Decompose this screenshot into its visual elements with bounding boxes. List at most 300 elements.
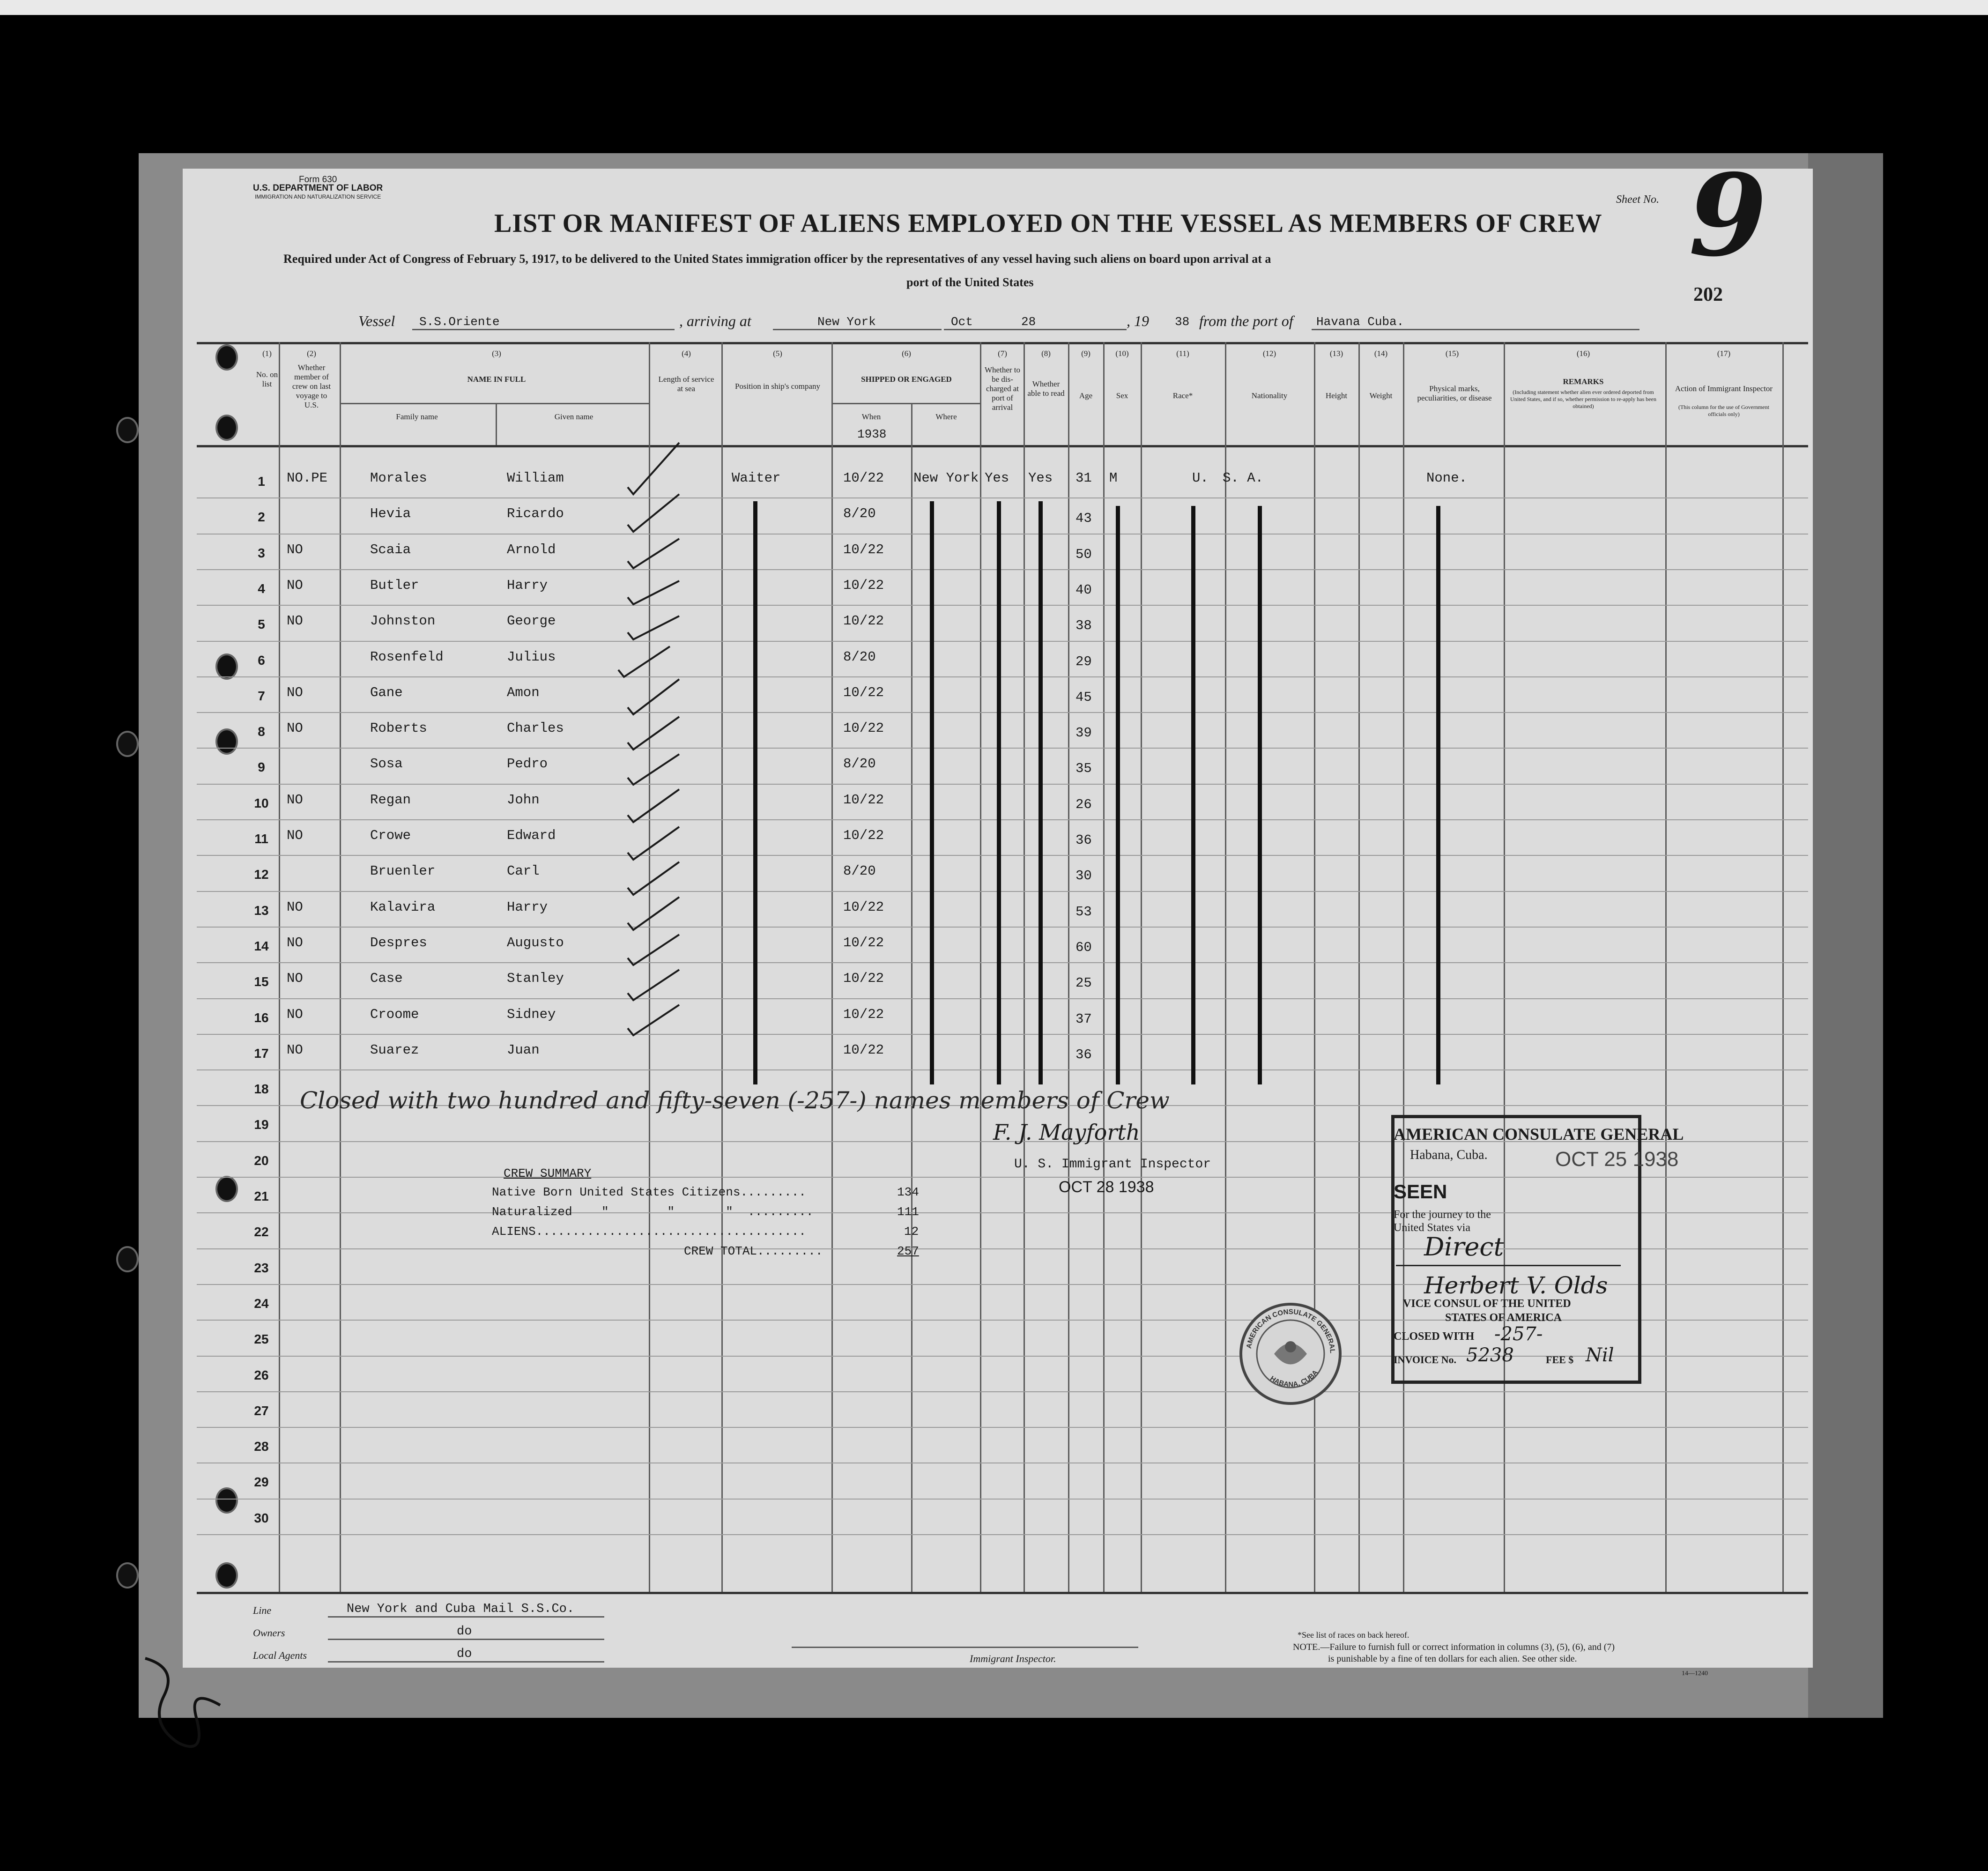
column-rule [1141,342,1142,1593]
col-num-14: (14) [1374,349,1388,358]
from-port-label: from the port of [1199,312,1293,329]
seal-text: AMERICAN CONSULATE GENERAL [1245,1307,1337,1354]
row-rule [197,1534,1808,1535]
cell-age: 25 [1076,975,1092,991]
cell-family: Bruenler [370,863,436,879]
row-number: 18 [254,1082,269,1096]
journey-via: Direct [1424,1232,1504,1262]
cell-prior: NO [287,899,303,915]
cell-when: 10/22 [843,470,884,486]
row-rule [197,784,1808,785]
cell-age: 36 [1076,1047,1092,1062]
row-number: 5 [258,617,265,631]
ditto-line-nationality [1258,506,1262,1084]
cell-discharged: Yes [985,470,1009,486]
cell-when: 10/22 [843,971,884,986]
cell-age: 29 [1076,654,1092,669]
cell-when: 10/22 [843,720,884,736]
cell-prior: NO [287,935,303,950]
summary-native-value: 134 [897,1185,919,1199]
fee-label: FEE $ [1546,1354,1574,1366]
cell-given: Stanley [507,971,564,986]
row-rule [197,676,1808,677]
year-suffix: 38 [1175,315,1190,329]
manifest-subtitle: Required under Act of Congress of February 5, 1917, to be delivered to the United States immigration officer by the representatives of any vessel having such aliens on board upon arrival at a [283,252,1271,266]
row-number: 6 [258,653,265,668]
cell-family: Morales [370,470,427,486]
year-prefix: , 19 [1127,312,1149,329]
from-port-underline [1312,329,1639,330]
cell-given: Amon [507,685,540,700]
column-rule [1225,342,1226,1593]
check-mark [628,494,679,532]
column-rule [1103,342,1105,1593]
check-mark [628,679,679,714]
cell-nationality: S. A. [1223,470,1264,486]
vice-consul-title: VICE CONSUL OF THE UNITED [1403,1298,1571,1310]
vessel-label: Vessel [358,312,395,329]
margin-scribble [136,1640,239,1761]
check-mark [628,789,679,822]
cell-family: Case [370,971,403,986]
col-num-15: (15) [1445,349,1459,358]
footer-agents-value: do [457,1647,472,1661]
row-number: 14 [254,939,269,953]
fee-value: Nil [1586,1344,1614,1366]
row-number: 19 [254,1117,269,1132]
header-physical: Physical marks, peculiarities, or disease [1417,384,1492,402]
stamp-number: 202 [1693,284,1723,305]
row-number: 13 [254,903,269,918]
check-mark [628,443,679,494]
row-number: 9 [258,760,265,774]
col-num-1: (1) [262,349,272,358]
consulate-date: OCT 25 1938 [1555,1148,1679,1171]
check-mark [628,616,679,639]
check-mark [628,717,679,750]
row-number: 17 [254,1046,269,1061]
table-header-border [197,445,1808,447]
cell-given: Carl [507,863,540,879]
cell-family: Regan [370,792,411,808]
header-discharged: Whether to be dis-charged at port of arrival [985,365,1020,412]
vice-consul-signature: Herbert V. Olds [1424,1272,1608,1299]
footer-line-underline [328,1616,604,1618]
row-number: 30 [254,1511,269,1525]
header-position: Position in ship's company [734,382,821,391]
invoice-label: INVOICE No. [1394,1354,1457,1366]
row-number: 8 [258,724,265,739]
binder-hole [215,344,238,371]
cell-when: 10/22 [843,935,884,950]
date-underline [944,329,1127,330]
row-rule [197,1391,1808,1392]
header-action-note: (This column for the use of Government officials only) [1678,404,1769,417]
consulate-seal [1237,1300,1344,1408]
arrival-port: New York [817,315,876,329]
cell-family: Croome [370,1007,419,1022]
cell-age: 38 [1076,618,1092,633]
scan-border [0,0,1988,15]
col-num-2: (2) [307,349,316,358]
header-whether-member: Whether member of crew on last voyage to U.S. [292,363,331,409]
backing-board-edge [1808,153,1883,1718]
row-number: 25 [254,1332,269,1346]
inspector-sign-line [792,1647,1138,1648]
header-height: Height [1325,391,1348,400]
column-rule [980,342,981,1593]
invoice-number: 5238 [1466,1344,1514,1366]
ditto-line-discharged [997,501,1001,1084]
cell-family: Suarez [370,1042,419,1058]
cell-age: 53 [1076,904,1092,920]
row-number: 2 [258,510,265,524]
cell-given: Arnold [507,542,556,557]
row-number: 29 [254,1475,269,1489]
cell-when: 8/20 [843,863,876,879]
row-number: 3 [258,546,265,560]
header-remarks: REMARKS [1563,377,1604,386]
cell-age: 30 [1076,868,1092,884]
row-rule [197,497,1808,498]
header-action: Action of Immigrant Inspector [1675,384,1773,393]
binder-hole [116,731,139,757]
footer-print-code: 14—1240 [1682,1670,1708,1677]
cell-prior: NO [287,792,303,808]
col-num-6: (6) [902,349,911,358]
cell-age: 31 [1076,470,1092,486]
cell-given: Augusto [507,935,564,950]
cell-prior: NO [287,542,303,557]
row-rule [197,605,1808,606]
row-rule [197,1499,1808,1500]
binder-hole [215,1487,238,1514]
footer-races-note: *See list of races on back hereof. [1298,1630,1409,1640]
cell-given: John [507,792,540,808]
row-number: 22 [254,1225,269,1239]
cell-where: New York [913,470,979,486]
row-rule [197,748,1808,749]
cell-family: Kalavira [370,899,436,915]
cell-given: Charles [507,720,564,736]
form-number: Form 630 [298,175,337,185]
ditto-line-position [753,501,757,1084]
arrival-day: 28 [1021,315,1036,329]
cell-age: 60 [1076,940,1092,955]
col-num-8: (8) [1041,349,1051,358]
header-age: Age [1079,391,1093,400]
cell-family: Sosa [370,756,403,772]
cell-age: 45 [1076,690,1092,705]
summary-aliens: ALIENS..................................... [492,1225,806,1239]
manifest-subtitle-2: port of the United States [906,275,1034,289]
shipped-subheader-rule [831,403,980,404]
cell-when: 10/22 [843,828,884,843]
cell-age: 50 [1076,547,1092,562]
row-number: 15 [254,974,269,989]
header-given-name: Given name [554,412,593,421]
cell-physical: None. [1426,470,1468,486]
journey-label: For the journey to the [1394,1209,1491,1221]
seen-stamp: SEEN [1394,1181,1447,1203]
ditto-line-where [930,501,934,1084]
cell-given: William [507,470,564,486]
cell-given: Ricardo [507,506,564,521]
cell-prior: NO [287,685,303,700]
closed-with-value: -257- [1494,1323,1543,1345]
binder-hole [215,653,238,680]
binder-hole [215,1176,238,1202]
cell-family: Crowe [370,828,411,843]
binder-hole [116,417,139,443]
summary-total-value: 257 [897,1244,919,1258]
seal-city: HABANA, CUBA [1268,1368,1320,1389]
shipped-year: 1938 [857,427,887,441]
name-subheader-rule [340,403,649,404]
cell-prior: NO [287,720,303,736]
footer-agents-label: Local Agents [253,1649,307,1661]
row-number: 10 [254,796,269,810]
ditto-line-race [1191,506,1195,1084]
cell-given: Edward [507,828,556,843]
footer-line-label: Line [253,1604,272,1616]
cell-when: 10/22 [843,542,884,557]
cell-family: Hevia [370,506,411,521]
row-number: 4 [258,581,265,596]
row-rule [197,641,1808,642]
row-number: 16 [254,1010,269,1025]
cell-when: 10/22 [843,1042,884,1058]
footer-owners-underline [328,1639,604,1640]
binder-hole [116,1562,139,1589]
col-num-13: (13) [1329,349,1343,358]
row-rule [197,855,1808,856]
row-number: 28 [254,1439,269,1454]
binder-hole [215,415,238,441]
row-number: 20 [254,1153,269,1168]
row-number: 21 [254,1189,269,1203]
row-rule [197,819,1808,820]
col-num-10: (10) [1115,349,1129,358]
row-rule [197,962,1808,963]
summary-aliens-value: 12 [904,1225,919,1239]
cell-when: 10/22 [843,792,884,808]
cell-when: 8/20 [843,649,876,665]
binder-hole [116,1246,139,1272]
cell-prior: NO [287,1007,303,1022]
cell-age: 43 [1076,511,1092,526]
header-name-in-full: NAME IN FULL [467,375,526,384]
summary-naturalized: Naturalized " " " ......... [492,1205,814,1219]
cell-position: Waiter [732,470,781,486]
vessel-name: S.S.Oriente [419,315,500,329]
cell-family: Rosenfeld [370,649,444,665]
row-rule [197,1034,1808,1035]
cell-given: Julius [507,649,556,665]
col-num-11: (11) [1176,349,1189,358]
row-rule [197,569,1808,570]
column-rule [279,342,280,1593]
vice-consul-title-2: STATES OF AMERICA [1445,1312,1562,1324]
footer-note-1: NOTE.—Failure to furnish full or correct information in columns (3), (5), (6), and (7) [1293,1642,1615,1652]
column-rule [1504,342,1505,1593]
manifest-title: LIST OR MANIFEST OF ALIENS EMPLOYED ON THE VESSEL AS MEMBERS OF CREW [494,209,1602,238]
cell-age: 26 [1076,797,1092,812]
footer-note-2: is punishable by a fine of ten dollars for each alien. See other side. [1328,1654,1577,1664]
cell-age: 40 [1076,582,1092,598]
binder-hole [215,728,238,755]
header-length-service: Length of service at sea [658,375,714,393]
row-rule [197,927,1808,928]
summary-naturalized-value: 111 [897,1205,919,1219]
service-name: IMMIGRATION AND NATURALIZATION SERVICE [255,193,381,200]
col-num-5: (5) [773,349,782,358]
column-rule [340,342,341,1593]
cell-family: Johnston [370,613,436,629]
inspector-date-stamp: OCT 28 1938 [1059,1178,1154,1196]
check-mark [628,970,679,1000]
department-name: U.S. DEPARTMENT OF LABOR [253,183,383,193]
header-race: Race* [1172,391,1193,400]
row-rule [197,1427,1808,1428]
footer-owners-label: Owners [253,1627,285,1639]
column-rule [1068,342,1069,1593]
cell-when: 8/20 [843,506,876,521]
via-underline [1396,1265,1621,1266]
cell-when: 10/22 [843,613,884,629]
header-family-name: Family name [396,412,438,421]
summary-heading: CREW SUMMARY [504,1166,592,1181]
footer-owners-value: do [457,1625,472,1639]
row-rule [197,534,1808,535]
cell-prior: NO [287,578,303,593]
column-rule [911,403,912,1593]
from-port: Havana Cuba. [1316,315,1404,329]
cell-when: 10/22 [843,578,884,593]
cell-family: Roberts [370,720,427,736]
table-top-border [197,342,1808,344]
cell-when: 10/22 [843,899,884,915]
check-mark [628,581,679,604]
table-bottom-border [197,1592,1808,1594]
header-remarks-note: (Including statement whether alien ever ordered deported from United States, and if so, whether permission to re-apply has been obtained) [1510,389,1656,409]
cell-family: Butler [370,578,419,593]
arriving-label: , arriving at [679,312,751,329]
cell-sex: M [1109,470,1118,486]
row-number: 26 [254,1368,269,1382]
col-num-3: (3) [492,349,501,358]
cell-prior: NO [287,828,303,843]
cell-given: Sidney [507,1007,556,1022]
row-rule [197,998,1808,999]
row-number: 7 [258,689,265,703]
column-rule [1782,342,1784,1593]
col-num-16: (16) [1576,349,1590,358]
cell-given: Harry [507,899,548,915]
col-num-7: (7) [998,349,1007,358]
column-rule [1358,342,1360,1593]
cell-age: 37 [1076,1011,1092,1027]
cell-when: 8/20 [843,756,876,772]
row-rule [197,712,1808,713]
ditto-line-read [1039,501,1043,1084]
inspector-title: U. S. Immigrant Inspector [1014,1157,1211,1172]
footer-agents-underline [328,1661,604,1663]
header-where: Where [935,412,957,421]
header-sex: Sex [1116,391,1128,400]
column-rule [1403,342,1404,1593]
closed-with-label: CLOSED WITH [1394,1330,1475,1343]
cell-given: Juan [507,1042,540,1058]
footer-line-value: New York and Cuba Mail S.S.Co. [347,1602,575,1616]
cell-given: Harry [507,578,548,593]
check-mark [628,862,679,895]
ditto-line-physical [1436,506,1440,1084]
row-number: 11 [254,832,268,846]
cell-prior: NO.PE [287,470,328,486]
sheet-number-label: Sheet No. [1616,193,1659,206]
cell-age: 36 [1076,832,1092,848]
column-rule [721,342,723,1593]
cell-prior: NO [287,613,303,629]
cell-family: Despres [370,935,427,950]
check-mark [628,1005,679,1035]
row-number: 24 [254,1296,269,1311]
consulate-header: AMERICAN CONSULATE GENERAL [1394,1125,1684,1143]
check-mark [628,935,679,965]
header-weight: Weight [1369,391,1393,400]
col-num-9: (9) [1081,349,1090,358]
cell-given: Pedro [507,756,548,772]
form-header [253,176,383,201]
cell-when: 10/22 [843,1007,884,1022]
column-rule [1024,342,1025,1593]
cell-age: 39 [1076,725,1092,741]
cell-when: 10/22 [843,685,884,700]
col-num-4: (4) [682,349,691,358]
arrival-month: Oct [951,315,973,329]
port-underline [773,329,942,330]
service-checkmarks [609,436,703,1077]
check-mark [628,539,679,568]
row-number: 1 [258,474,265,489]
row-rule [197,891,1808,892]
summary-total: CREW TOTAL......... [684,1244,823,1258]
column-rule [1665,342,1667,1593]
sheet-number: 9 [1689,149,1767,282]
col-num-17: (17) [1717,349,1731,358]
column-rule [831,342,833,1593]
cell-read: Yes [1028,470,1053,486]
binder-hole [215,1562,238,1589]
check-mark [628,754,679,785]
consulate-city: Habana, Cuba. [1410,1148,1488,1162]
row-number: 23 [254,1261,269,1275]
summary-native: Native Born United States Citizens......... [492,1185,806,1199]
closing-note: Closed with two hundred and fifty-seven (-257-) names members of Crew [300,1087,1170,1114]
row-number: 12 [254,867,269,882]
footer-inspector-label: Immigrant Inspector. [970,1653,1056,1664]
cell-prior: NO [287,1042,303,1058]
cell-family: Scaia [370,542,411,557]
header-shipped: SHIPPED OR ENGAGED [861,375,952,384]
cell-age: 35 [1076,761,1092,776]
row-rule [197,1069,1808,1070]
row-number: 27 [254,1403,269,1418]
ditto-line-sex [1116,506,1120,1084]
header-when: When [861,412,881,421]
cell-prior: NO [287,971,303,986]
